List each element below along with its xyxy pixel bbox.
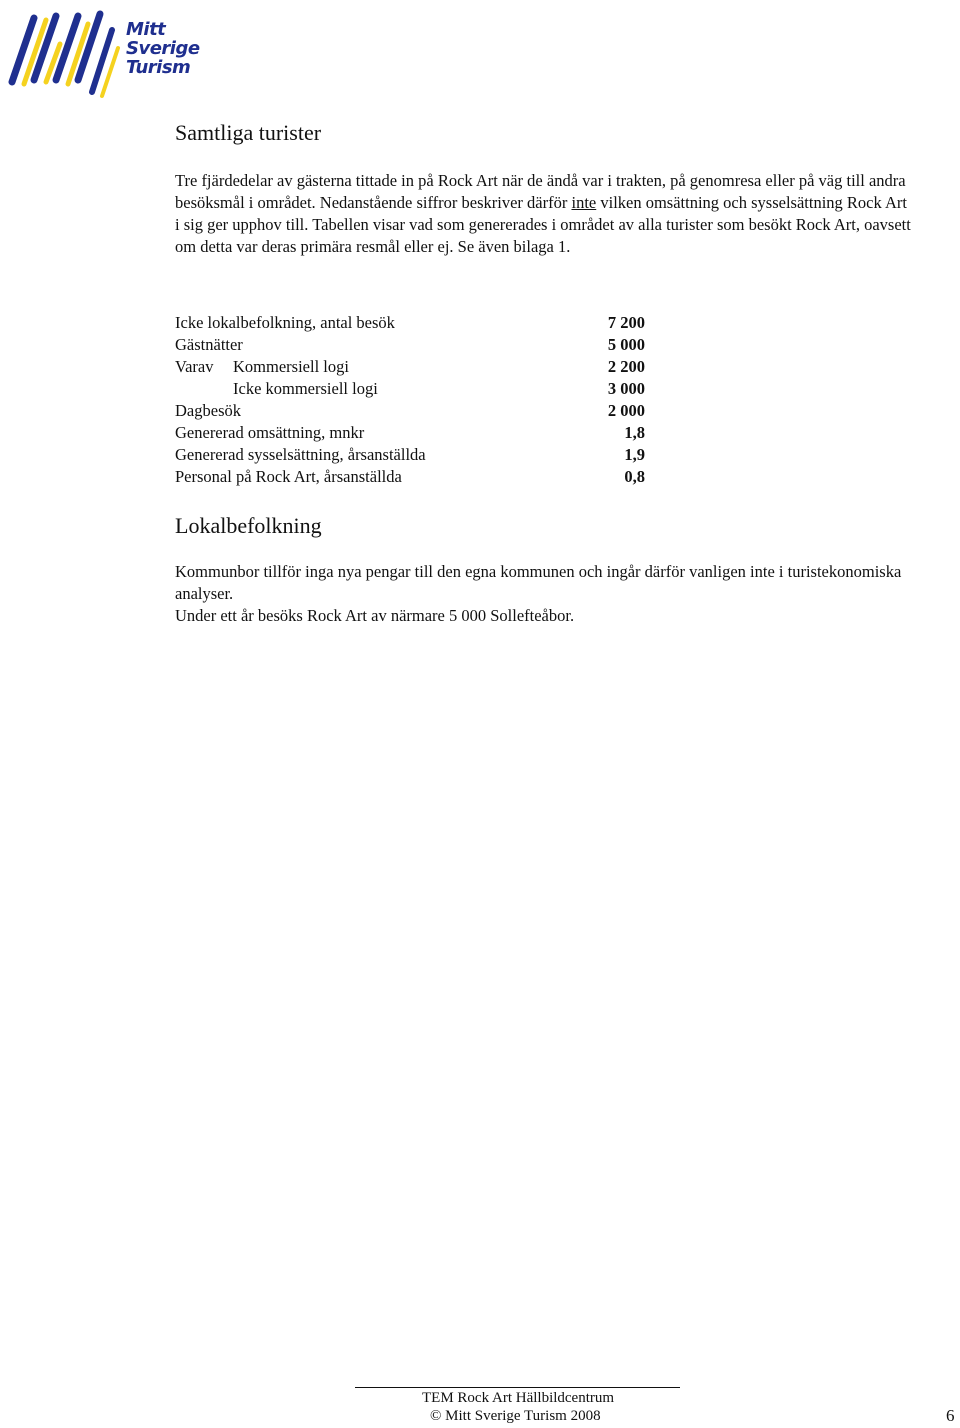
stats-value: 7 200 <box>607 313 645 332</box>
logo-wordmark <box>126 20 200 77</box>
stats-row <box>175 422 695 444</box>
footer-divider <box>355 1387 680 1388</box>
stats-label: Genererad sysselsättning, årsanställda <box>175 445 426 464</box>
logo-line-sverige: Sverige <box>126 38 200 59</box>
stats-value: 5 000 <box>607 335 645 354</box>
stats-row <box>175 444 695 466</box>
lokalbefolkning-text-1: Kommunbor tillför inga nya pengar till den egna kommunen och ingår därför vanligen inte i turistekonomiska analyser. <box>175 562 902 603</box>
intro-text-part1: Tre fjärdedelar av gästerna tittade in på Rock Art när de ändå var i trakten, på genomresa eller på väg till andra besöksmål i området. Nedanstående siffror beskriver därför <box>175 171 906 212</box>
stats-row <box>175 378 695 400</box>
lokalbefolkning-text-2: Under ett år besöks Rock Art av närmare 5 000 Sollefteåbor. <box>175 606 575 625</box>
stats-row <box>175 356 695 378</box>
copyright-icon: © <box>430 1408 442 1424</box>
logo-line-turism: Turism <box>126 57 191 78</box>
lokalbefolkning-paragraph <box>175 561 915 627</box>
stats-row <box>175 312 695 334</box>
stats-value: 3 000 <box>607 379 645 398</box>
stats-label: Icke kommersiell logi <box>233 379 378 398</box>
stats-value: 1,9 <box>624 445 645 464</box>
stats-label: Icke lokalbefolkning, antal besök <box>175 313 395 332</box>
stats-row <box>175 334 695 356</box>
stats-value: 0,8 <box>624 467 645 486</box>
stats-value: 2 000 <box>607 401 645 420</box>
intro-underlined-word: inte <box>571 193 597 212</box>
stats-label: Dagbesök <box>175 401 241 420</box>
intro-paragraph <box>175 170 915 258</box>
heading-samtliga-turister: Samtliga turister <box>175 120 322 145</box>
stats-table <box>175 312 695 488</box>
footer-title: TEM Rock Art Hällbildcentrum <box>422 1390 615 1406</box>
stats-label-text: Kommersiell logi <box>233 357 349 376</box>
footer-copyright-text: Mitt Sverige Turism 2008 <box>445 1408 601 1424</box>
stats-label: Gästnätter <box>175 335 243 354</box>
logo-mark-icon <box>8 8 123 100</box>
heading-lokalbefolkning: Lokalbefolkning <box>175 513 322 538</box>
mitt-sverige-turism-logo <box>8 8 198 100</box>
stats-label: Genererad omsättning, mnkr <box>175 423 365 442</box>
stats-label: Personal på Rock Art, årsanställda <box>175 467 402 486</box>
stats-row <box>175 466 695 488</box>
intro-text-part2: vilken omsättning och sysselsättning Rock Art i sig ger upphov till. Tabellen visar vad som genererades i området av alla turister som besökt Rock Art, oavsett om detta var deras primära resmål eller ej. Se även bilaga 1. <box>175 193 911 256</box>
stats-prefix-varav: Varav <box>175 357 214 376</box>
stats-value: 2 200 <box>607 357 645 376</box>
stats-row <box>175 400 695 422</box>
stats-value: 1,8 <box>624 423 645 442</box>
logo-line-mitt: Mitt <box>126 19 166 40</box>
footer-copyright <box>430 1408 601 1425</box>
page-number: 6 <box>946 1406 955 1425</box>
stats-label <box>175 356 349 378</box>
